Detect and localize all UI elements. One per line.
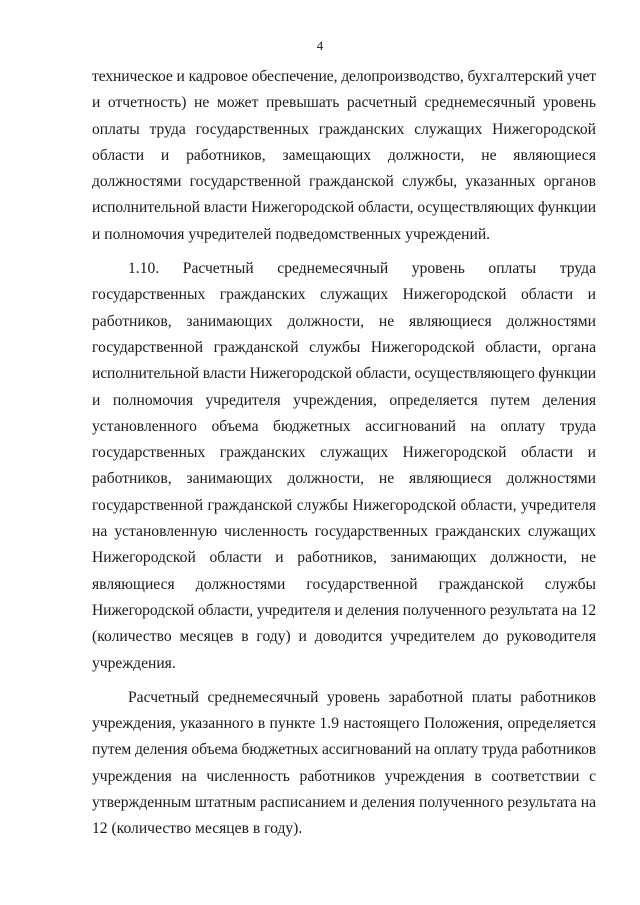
text-line: техническое и кадровое обеспечение, делопроизводство, бухгалтерский учет [92, 68, 596, 85]
text-line: (количество месяцев в году) и доводится учредителем до руководителя [92, 628, 596, 646]
text-line: и полномочия учредителя учреждения, определяется путем деления [92, 391, 596, 409]
text-line: и полномочия учредителей подведомственных учреждений. [92, 225, 491, 243]
text-line: области и работников, замещающих должности, не являющиеся [92, 146, 596, 164]
text-line: 12 (количество месяцев в году). [92, 820, 303, 838]
paragraph-gap [92, 248, 596, 256]
paragraph-3 [92, 685, 596, 843]
text-line: государственной гражданской службы Нижегородской области, органа [92, 338, 596, 356]
text-line: утвержденным штатным расписанием и деления полученного результата на [92, 794, 596, 812]
text-line: исполнительной власти Нижегородской области, осуществляющих функции [92, 199, 596, 217]
page-number: 4 [316, 38, 324, 53]
paragraph-1 [92, 64, 596, 248]
text-line: работников, занимающих должности, не являющиеся должностями [92, 470, 596, 488]
text-line: и отчетность) не может превышать расчетный среднемесячный уровень [92, 94, 596, 112]
text-line: установленного объема бюджетных ассигнований на оплату труда [92, 417, 596, 435]
text-line: государственной гражданской службы Нижегородской области, учредителя [92, 496, 596, 514]
text-line: государственных гражданских служащих Нижегородской области и [92, 286, 596, 304]
text-line: являющиеся должностями государственной гражданской службы [92, 575, 596, 593]
document-body [92, 64, 596, 843]
text-line: 1.10. Расчетный среднемесячный уровень оплаты труда [128, 260, 596, 278]
text-line: Нижегородской области, учредителя и деления полученного результата на 12 [92, 601, 596, 619]
text-line: на установленную численность государственных гражданских служащих [92, 523, 596, 541]
paragraph-2 [92, 256, 596, 677]
text-line: Расчетный среднемесячный уровень заработной платы работников [128, 688, 596, 706]
text-line: государственных гражданских служащих Нижегородской области и [92, 444, 596, 462]
paragraph-gap [92, 677, 596, 685]
text-line: учреждения на численность работников учреждения в соответствии с [92, 767, 596, 785]
text-line: должностями государственной гражданской службы, указанных органов [92, 173, 596, 191]
text-line: Нижегородской области и работников, занимающих должности, не [92, 549, 596, 567]
text-line: учреждения, указанного в пункте 1.9 настоящего Положения, определяется [92, 715, 596, 733]
text-line: учреждения. [92, 654, 176, 672]
text-line: исполнительной власти Нижегородской области, осуществляющего функции [92, 365, 596, 383]
text-line: работников, занимающих должности, не являющиеся должностями [92, 312, 596, 330]
text-line: оплаты труда государственных гражданских служащих Нижегородской [92, 120, 596, 138]
text-line: путем деления объема бюджетных ассигнований на оплату труда работников [92, 741, 597, 759]
